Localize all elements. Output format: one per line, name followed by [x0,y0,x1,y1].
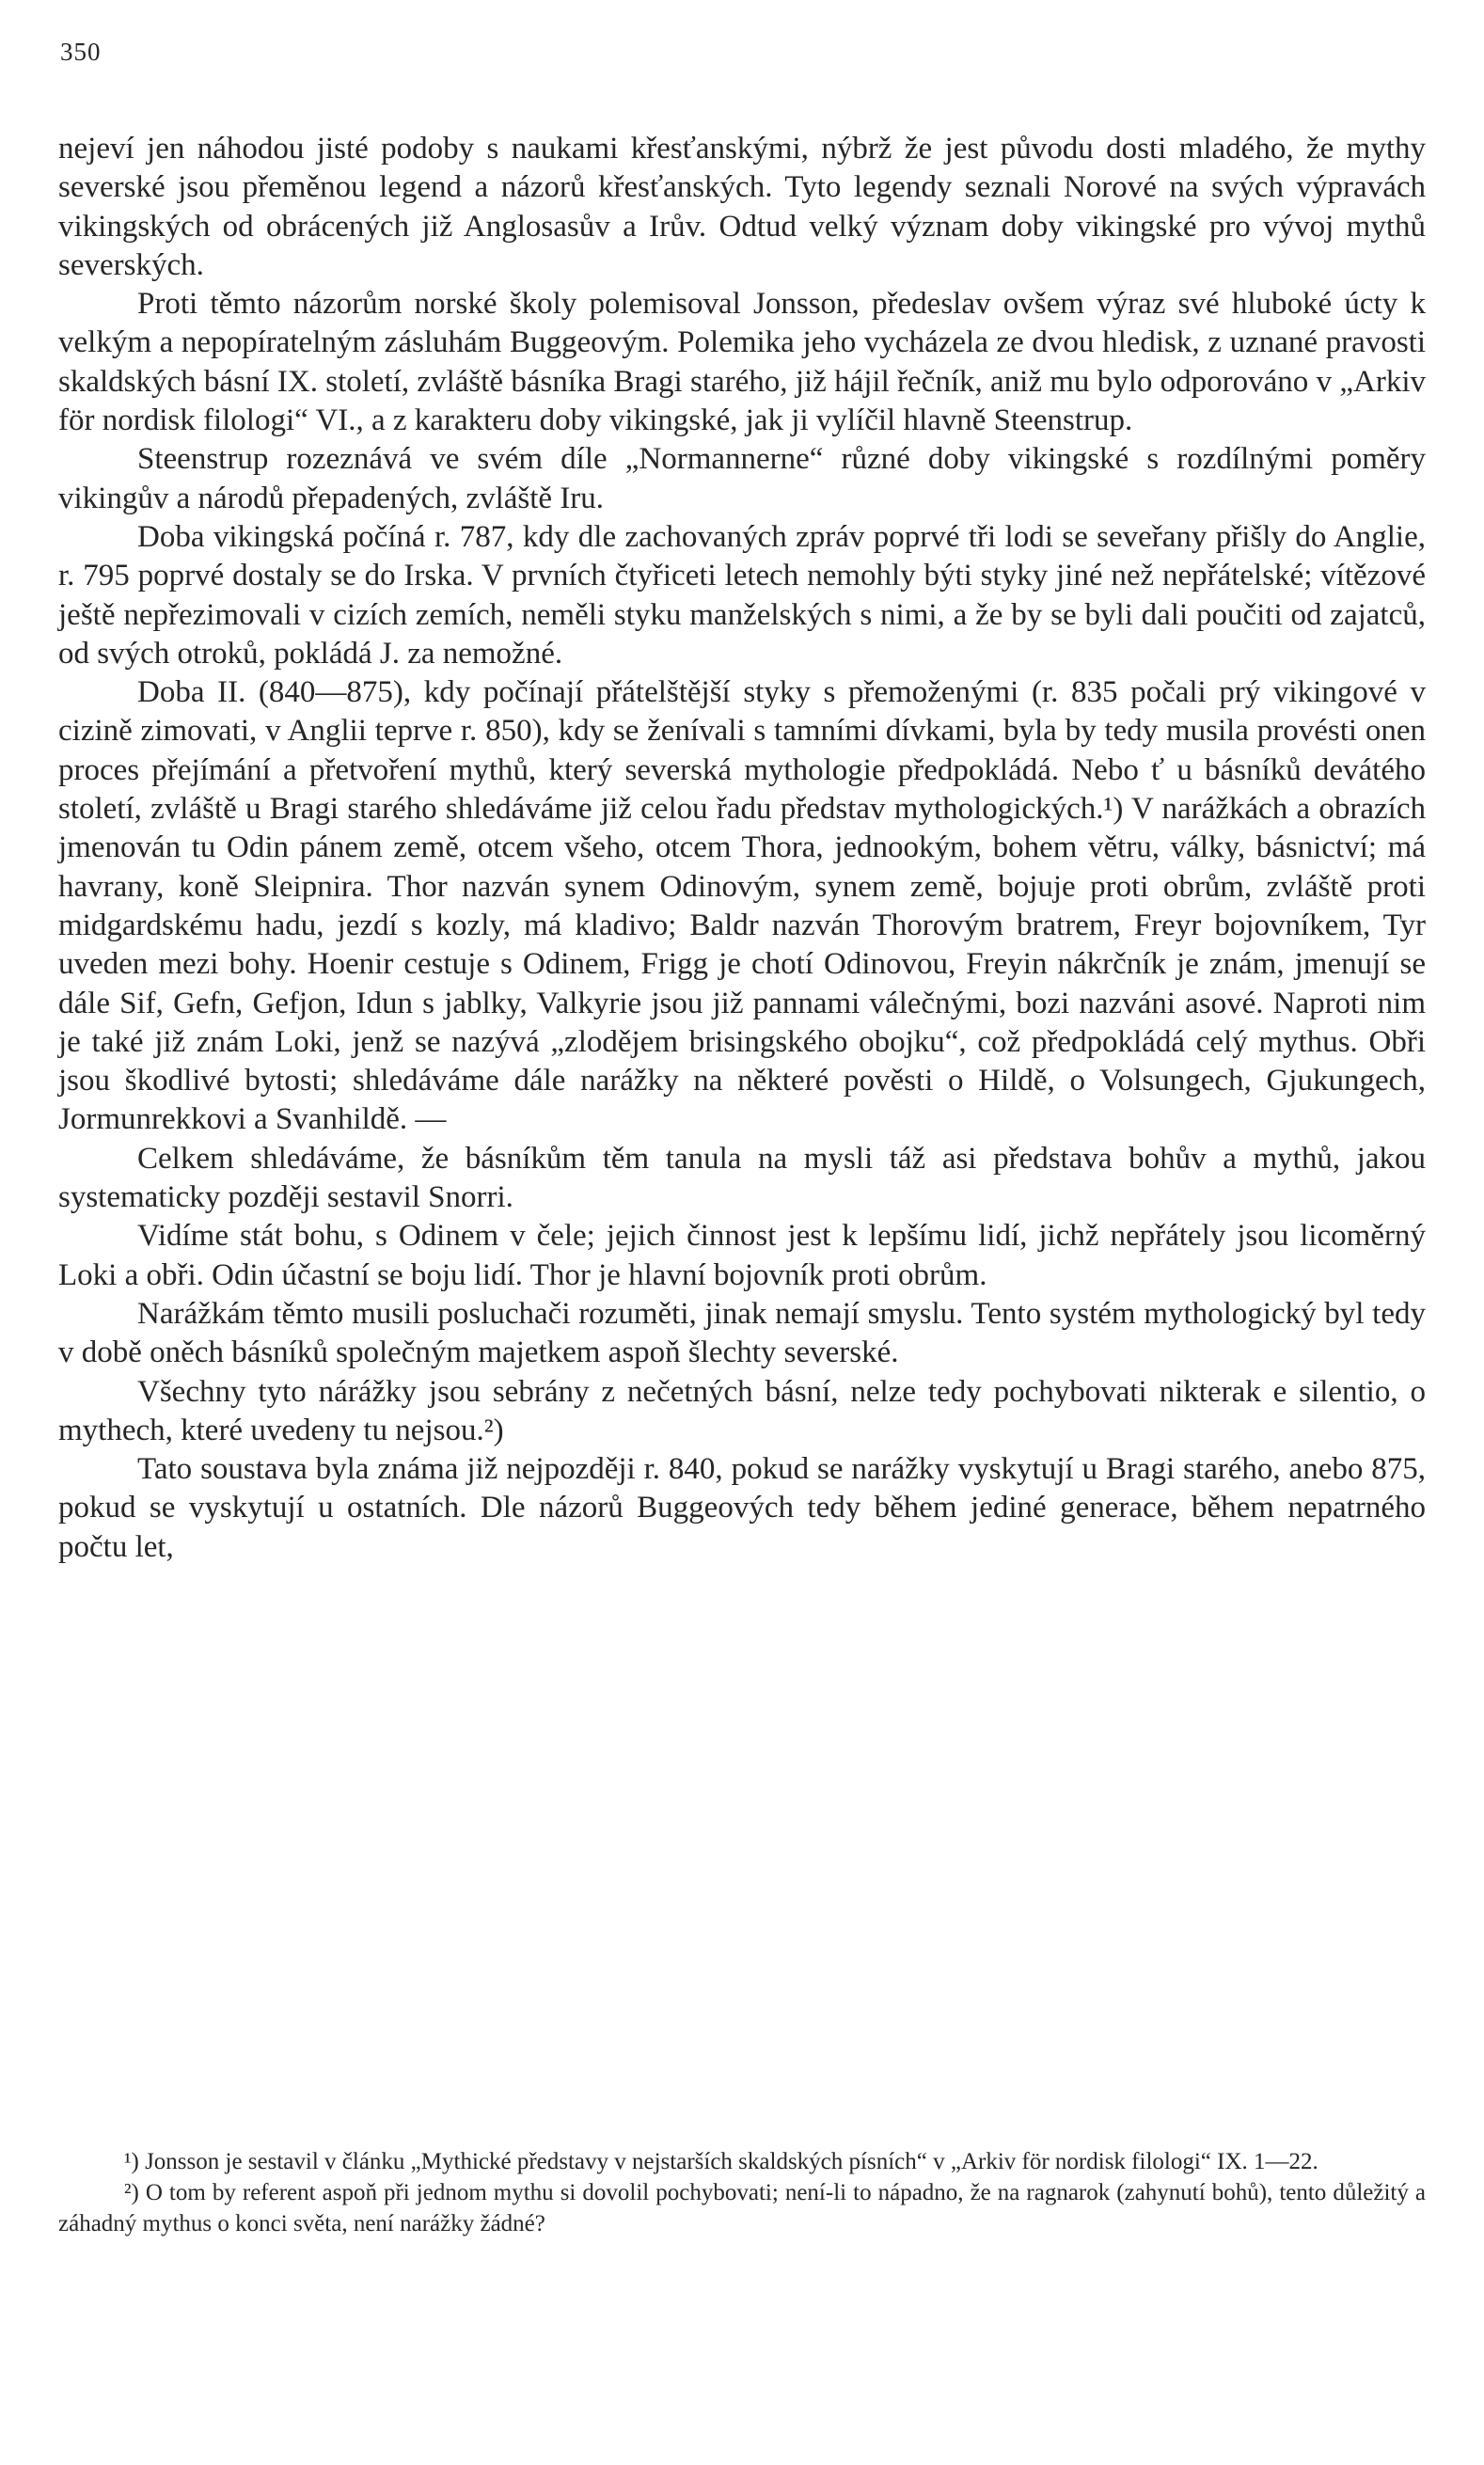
footnotes [58,2146,1426,2239]
paragraph: Doba II. (840—875), kdy počínají přátelštější styky s přemoženými (r. 835 počali prý vikingové v cizině zimovati, v Anglii teprve r. 850), kdy se ženívali s tamními dívkami, byla by tedy musila provésti onen proces přejímání a přetvoření mythů, který severská mythologie předpokládá. Nebo ť u básníků devátého století, zvláště u Bragi starého shledáváme již celou řadu představ mythologických.¹) V narážkách a obrazích jmenován tu Odin pánem země, otcem všeho, otcem Thora, jednookým, bohem větru, války, básnictví; má havrany, koně Sleipnira. Thor nazván synem Odinovým, synem země, bojuje proti obrům, zvláště proti midgardskému hadu, jezdí s kozly, má kladivo; Baldr nazván Thorovým bratrem, Freyr bojovníkem, Tyr uveden mezi bohy. Hoenir cestuje s Odinem, Frigg je chotí Odinovou, Freyin nákrčník je znám, jmenují se dále Sif, Gefn, Gefjon, Idun s jablky, Valkyrie jsou již pannami válečnými, bozi nazváni asové. Naproti nim je také již znám Loki, jenž se nazývá „zlodějem brisingského obojku“, což předpokládá celý mythus. Obři jsou škodlivé bytosti; shledáváme dále narážky na některé pověsti o Hildě, o Volsungech, Gjukungech, Jormunrekkovi a Svanhildě. — [58,675,1426,1137]
paragraph: Celkem shledáváme, že básníkům těm tanula na mysli táž asi představa bohův a mythů, jakou systematicky později sestavil Snorri. [58,1141,1426,1215]
paragraph: Vidíme stát bohu, s Odinem v čele; jejich činnost jest k lepšímu lidí, jichž nepřátely jsou licoměrný Loki a obři. Odin účastní se boju lidí. Thor je hlavní bojovník proti obrům. [58,1219,1426,1292]
paragraph: Proti těmto názorům norské školy polemisoval Jonsson, předeslav ovšem výraz své hluboké úcty k velkým a nepopíratelným zásluhám Buggeovým. Polemika jeho vycházela ze dvou hledisk, z uznané pravosti skaldských básní IX. století, zvláště básníka Bragi starého, již hájil řečník, aniž mu bylo odporováno v „Arkiv för nordisk filologi“ VI., a z karakteru doby vikingské, jak ji vylíčil hlavně Steenstrup. [58,287,1426,438]
paragraph: Všechny tyto nárážky jsou sebrány z nečetných básní, nelze tedy pochybovati nikterak e silentio, o mythech, které uvedeny tu nejsou.²) [58,1374,1426,1447]
footnote: ¹) Jonsson je sestavil v článku „Mythické představy v nejstarších skaldských písních“ v „Arkiv för nordisk filologi“ IX. 1—22. [124,2149,1318,2174]
page-number: 350 [60,38,102,66]
paragraph: Tato soustava byla známa již nejpozději r. 840, pokud se narážky vyskytují u Bragi starého, anebo 875, pokud se vyskytují u ostatních. Dle názorů Buggeových tedy během jediné generace, během nepatrného počtu let, [58,1452,1426,1564]
body-text [58,130,1426,1567]
footnote: ²) O tom by referent aspoň při jednom mythu si dovolil pochybovati; není-li to nápadno, že na ragnarok (zahynutí bohů), tento důležitý a záhadný mythus o konci světa, není narážky žádné? [58,2180,1426,2236]
paragraph: Steenstrup rozeznává ve svém díle „Normannerne“ různé doby vikingské s rozdílnými poměry vikingův a národů přepadených, zvláště Iru. [58,442,1426,515]
paragraph: Narážkám těmto musili posluchači rozuměti, jinak nemají smyslu. Tento systém mythologický byl tedy v době oněch básníků společným majetkem aspoň šlechty severské. [58,1296,1426,1370]
paragraph: nejeví jen náhodou jisté podoby s naukami křesťanskými, nýbrž že jest původu dosti mladého, že mythy severské jsou přeměnou legend a názorů křesťanských. Tyto legendy seznali Norové na svých výpravách vikingských od obrácených již Anglosasův a Irův. Odtud velký význam doby vikingské pro vývoj mythů severských. [58,132,1426,282]
paragraph: Doba vikingská počíná r. 787, kdy dle zachovaných zpráv poprvé tři lodi se seveřany přišly do Anglie, r. 795 poprvé dostaly se do Irska. V prvních čtyřiceti letech nemohly býti styky jiné než nepřátelské; vítězové ještě nepřezimovali v cizích zemích, neměli styku manželských s nimi, a že by se byli dali poučiti od zajatců, od svých otroků, pokládá J. za nemožné. [58,519,1426,671]
